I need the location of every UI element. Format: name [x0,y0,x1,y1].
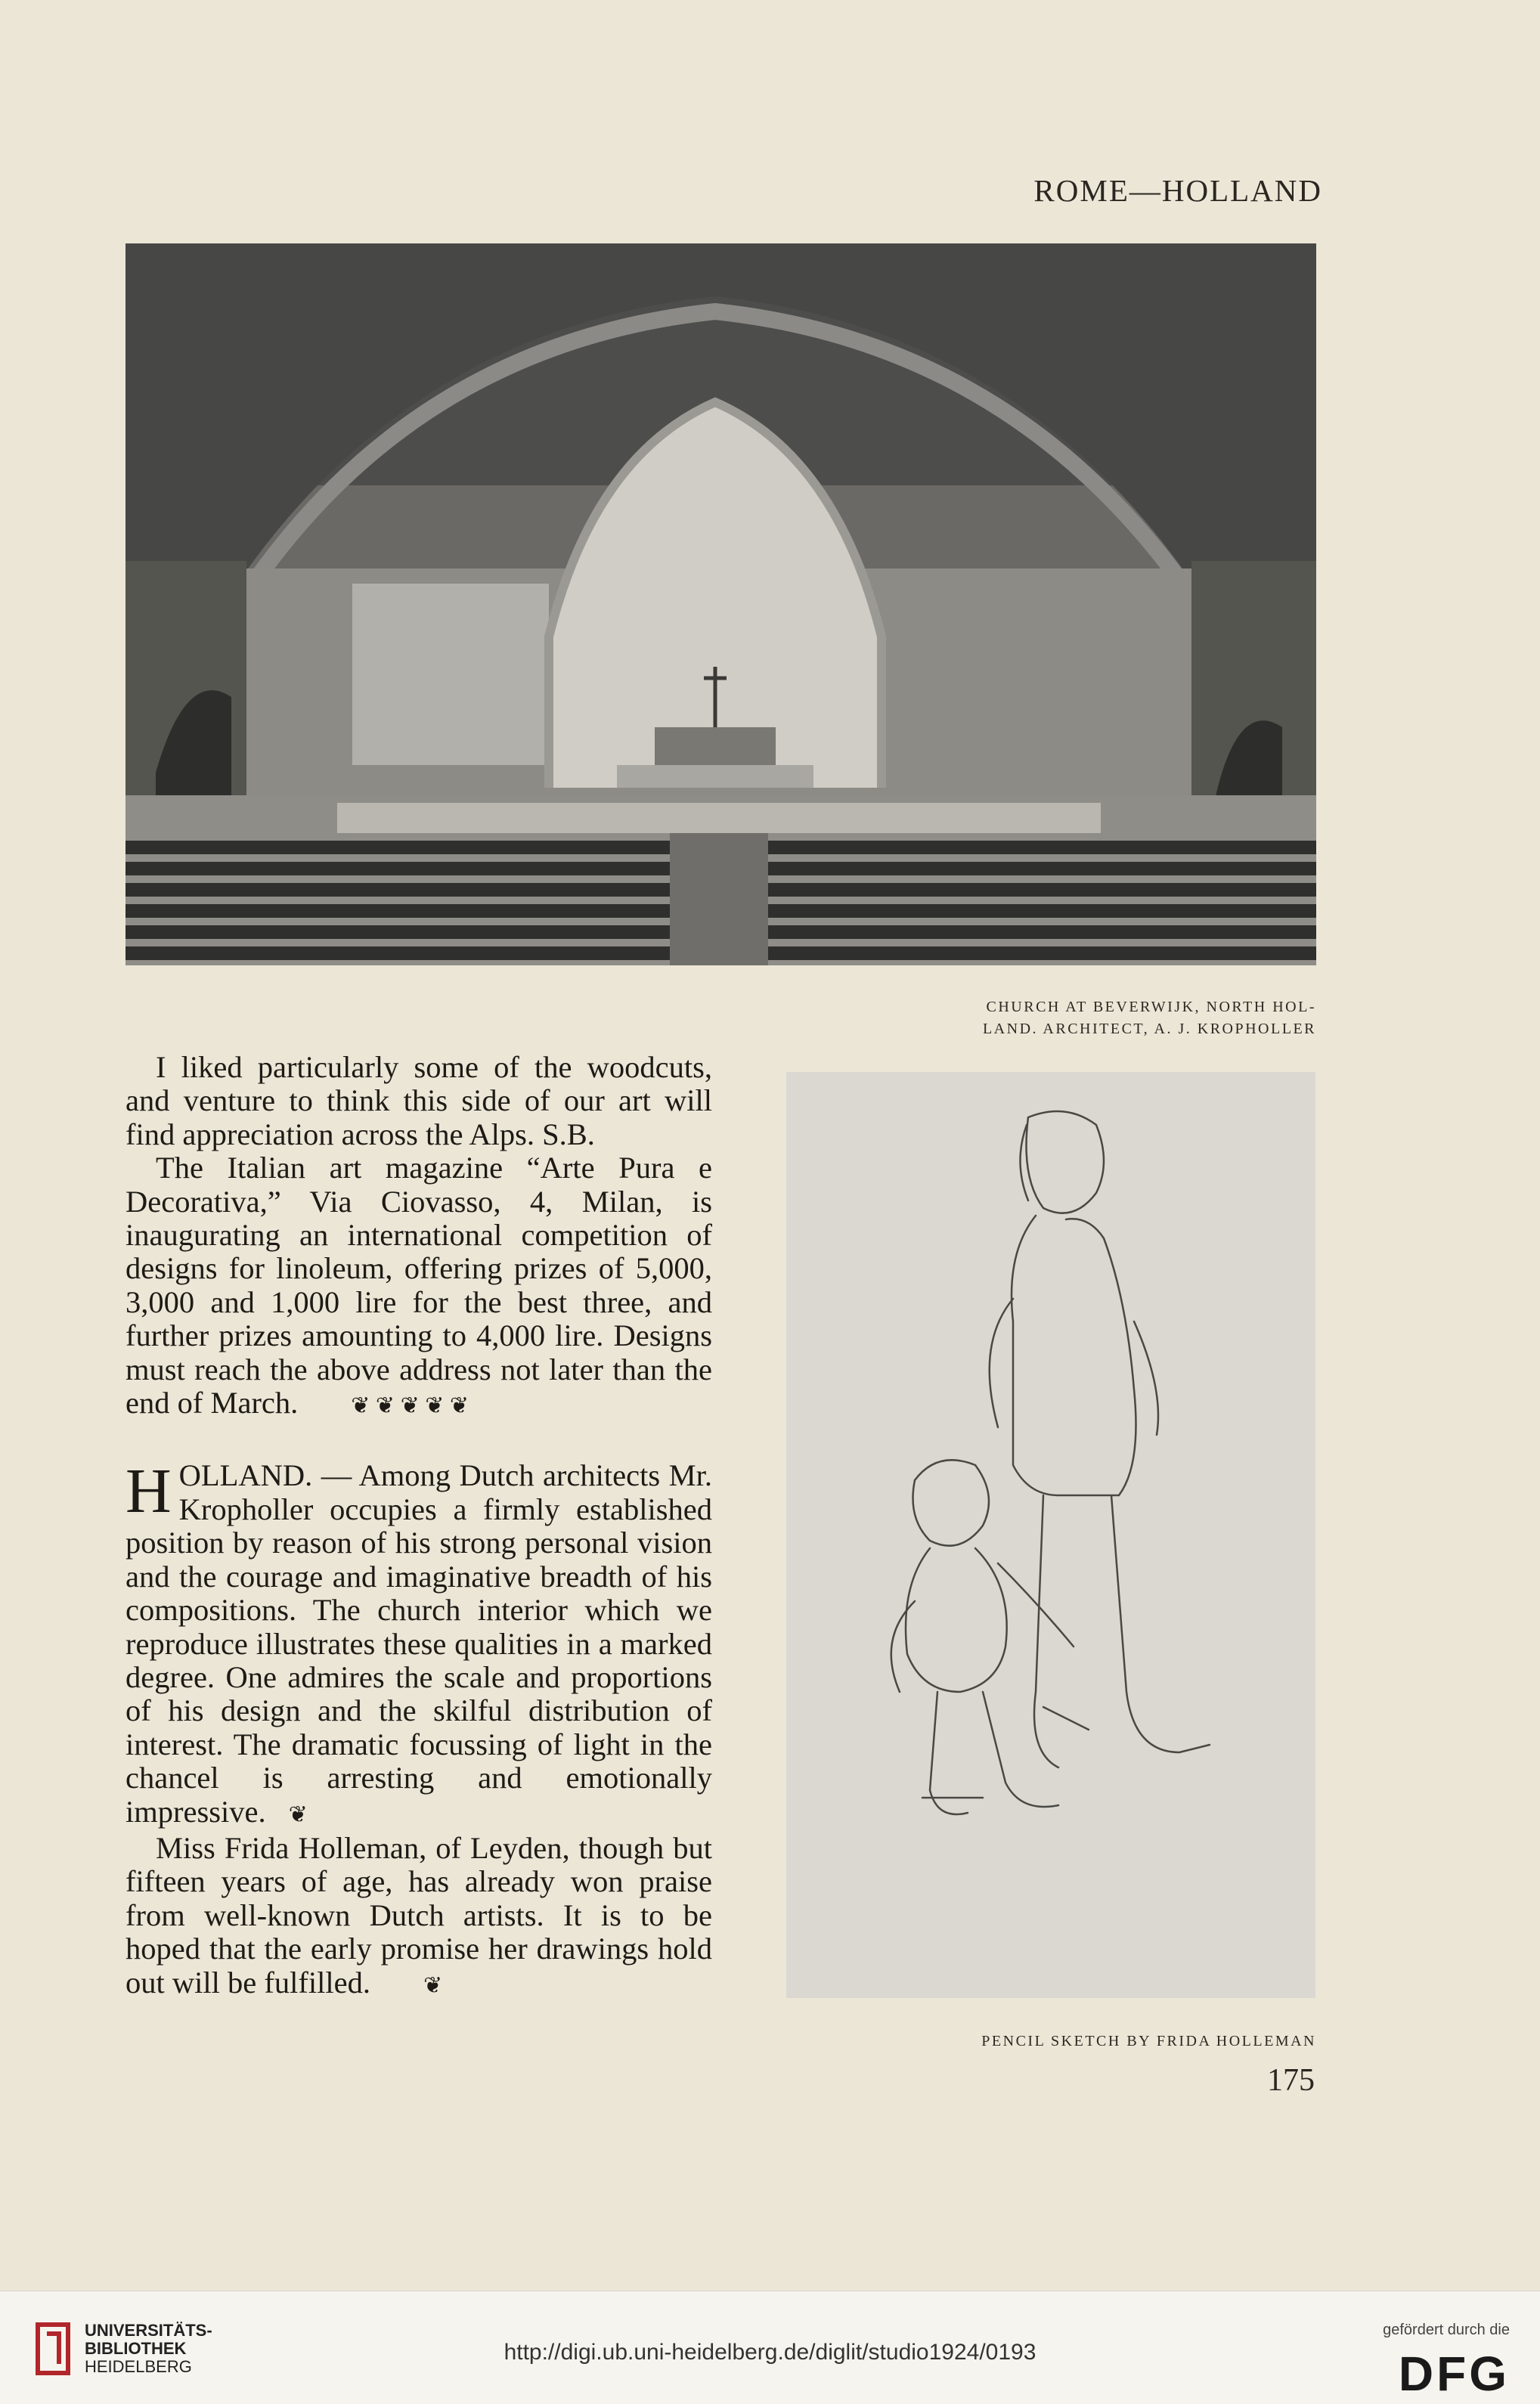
leaf-ornament-icon: ❦ [288,1801,308,1827]
leaf-ornament-icon: ❦ [423,1972,443,1998]
leaf-ornament-icon: ❦ ❦ ❦ ❦ ❦ [351,1393,469,1419]
paragraph-holleman [125,1832,712,2003]
paragraph-woodcuts: I liked particularly some of the woodcuts, and venture to think this side of our art will find appreciation across the Alps. S.B. [125,1050,712,1151]
photo-caption-line-1: CHURCH AT BEVERWIJK, NORTH HOL- [986,999,1316,1015]
paragraph-holland [125,1456,712,1831]
funding-note: gefördert durch die [1383,2322,1510,2338]
church-interior-photo [125,243,1316,965]
photo-caption-line-2: LAND. ARCHITECT, A. J. KROPHOLLER [982,1021,1316,1037]
library-name-line-2: BIBLIOTHEK [85,2339,187,2358]
permalink-url[interactable]: http://digi.ub.uni-heidelberg.de/diglit/studio1924/0193 [504,2340,1036,2365]
dfg-logo: DFG [1398,2347,1510,2401]
drop-cap: H [125,1456,172,1527]
photo-caption [787,996,1316,1040]
library-name-line-1: UNIVERSITÄTS- [85,2321,212,2340]
page-number: 175 [1267,2063,1315,2098]
pencil-sketch-image [786,1072,1315,1998]
viewer-footer [0,2291,1540,2404]
paragraph-competition [125,1151,712,1423]
sketch-caption: PENCIL SKETCH BY FRIDA HOLLEMAN [981,2033,1316,2049]
article-column [125,1051,712,2003]
running-head: ROME—HOLLAND [1033,173,1322,208]
paragraph-holland-text: OLLAND. — Among Dutch architects Mr. Kropholler occupies a firmly established position by reason of his strong personal vision and the courage and imaginative breadth of his compositions. The church interior which we reproduce illustrates these qualities in a marked degree. One admires the scale and proportions of his design and the skilful distribution of interest. The dramatic focussing of light in the chancel is arresting and emotionally impressive. [125,1458,712,1829]
library-name-line-3: HEIDELBERG [85,2357,192,2376]
paragraph-holleman-text: Miss Frida Holleman, of Leyden, though but fifteen years of age, has already won praise from well-known Dutch artists. It is to be hoped that the early promise her drawings hold out will be fulfilled. [125,1830,712,2000]
paragraph-competition-text: The Italian art magazine “Arte Pura e Decorativa,” Via Ciovasso, 4, Milan, is inaugurating an international competition of designs for linoleum, offering prizes of 5,000, 3,000 and 1,000 lire for the best three, and further prizes amounting to 4,000 lire. Designs must reach the above address not later than the end of March. [125,1151,712,1420]
